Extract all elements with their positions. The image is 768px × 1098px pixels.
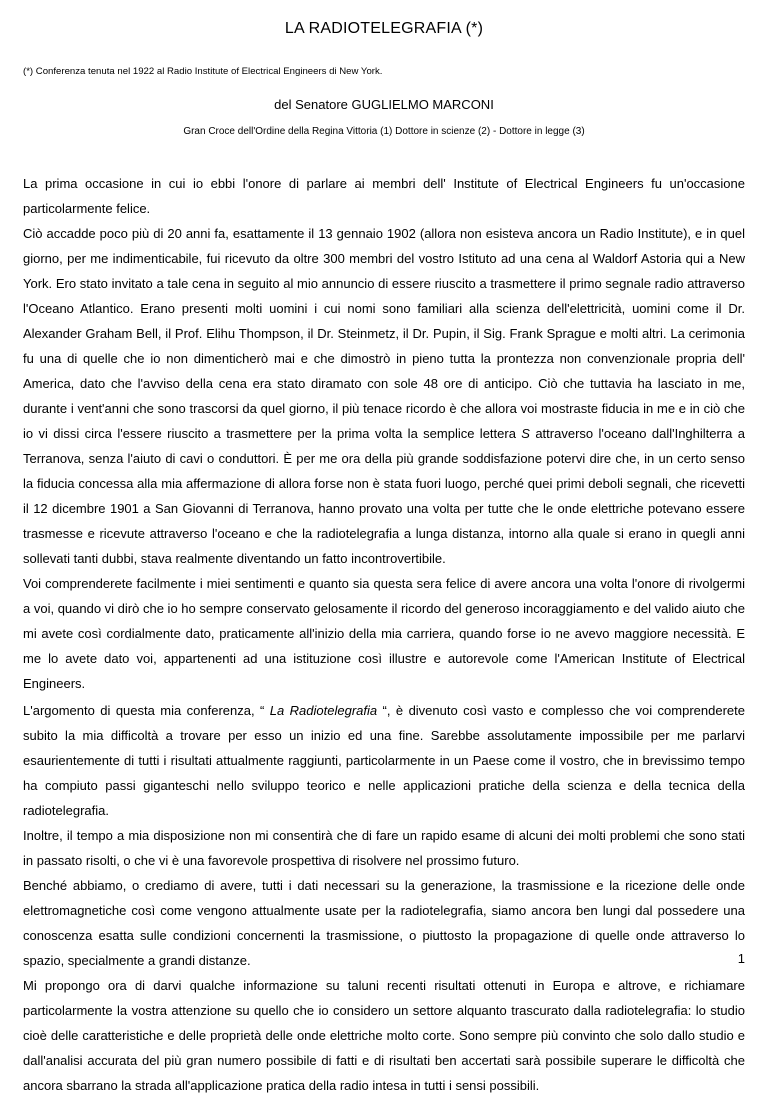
paragraph-4-part-a: L'argomento di questa mia conferenza, “ [23, 703, 270, 718]
paragraph-2-part-a: Ciò accadde poco più di 20 anni fa, esattamente il 13 gennaio 1902 (allora non esisteva ancora un Radio Institute), e in quel giorno, per me indimenticabile, fui ricevuto da oltre 300 membri del vostro Istituto ad una cena al Waldorf Astoria qui a New York. Ero stato invitato a tale cena in seguito al mio annuncio di essere riuscito a trasmettere il primo segnale radio attraverso l'Oceano Atlantico. Erano presenti molti uomini i cui nomi sono familiari alla scienza dell'elettricità, uomini come il Dr. Alexander Graham Bell, il Prof. Elihu Thompson, il Dr. Steinmetz, il Dr. Pupin, il Sig. Frank Sprague e molti altri. La cerimonia fu una di quelle che io non dimenticherò mai e che dimostrò in pieno tutta la prontezza non convenzionale propria dell' America, dato che l'avviso della cena era stato diramato con sole 48 ore di anticipo. Ciò che tuttavia ha lasciato in me, durante i vent'anni che sono trascorsi da quel giorno, il più tenace ricordo è che allora voi mostraste fiducia in me e in ciò che io vi dissi circa l'essere riuscito a trasmettere per la prima volta la semplice lettera [23, 226, 745, 441]
paragraph-4-emphasis: La Radiotelegrafia [269, 703, 378, 718]
body-text [23, 171, 745, 1098]
author-honors: Gran Croce dell'Ordine della Regina Vittoria (1) Dottore in scienze (2) - Dottore in legge (3) [183, 126, 585, 137]
paragraph-4-part-b: “, è divenuto così vasto e complesso che voi comprenderete subito la mia difficoltà a trovare per esso un inizio ed una fine. Sarebbe assolutamente impossibile per me parlarvi esaurientemente di tutti i risultati attualmente raggiunti, particolarmente in un Paese come il vostro, che in brevissimo tempo ha compiuto passi giganteschi nello sviluppo teorico e nelle applicazioni pratiche della scienza e della tecnica della radiotelegrafia. [23, 703, 745, 818]
paragraph-5: Inoltre, il tempo a mia disposizione non mi consentirà che di fare un rapido esame di alcuni dei molti problemi che sono stati in passato risolti, o che vi è una favorevole prospettiva di risolvere nel prossimo futuro. [23, 828, 745, 868]
footnote: (*) Conferenza tenuta nel 1922 al Radio Institute of Electrical Engineers di New York. [23, 66, 383, 77]
paragraph-6: Benché abbiamo, o crediamo di avere, tutti i dati necessari su la generazione, la trasmissione e la ricezione delle onde elettromagnetiche così come vengono attualmente usate per la radiotelegrafia, siamo ancora ben lungi dal possedere una conoscenza esatta sulle condizioni concernenti la trasmissione, o piuttosto la propagazione di quelle onde attraverso lo spazio, specialmente a grandi distanze. [23, 878, 745, 968]
document-title: LA RADIOTELEGRAFIA (*) [284, 20, 484, 37]
author-line: del Senatore GUGLIELMO MARCONI [274, 97, 494, 112]
paragraph-2 [23, 221, 745, 571]
paragraph-2-emphasis: S [521, 426, 530, 441]
paragraph-7: Mi propongo ora di darvi qualche informazione su taluni recenti risultati ottenuti in Europa e altrove, e richiamare particolarmente la vostra attenzione su quello che io considero un settore alquanto trascurato dalla radiotelegrafia: lo studio cioè delle caratteristiche e delle proprietà delle onde elettriche molto corte. Sono sempre più convinto che solo dallo studio e dall'analisi accurata del più gran numero possibile di fatti e di risultati ben accertati sarà possibile superare le difficoltà che ancora sbarrano la strada all'applicazione pratica della radio intesa in tutti i sensi possibili. [23, 978, 745, 1093]
page-number: 1 [737, 951, 745, 966]
document-page [23, 0, 745, 1093]
paragraph-1: La prima occasione in cui io ebbi l'onore di parlare ai membri dell' Institute of Electrical Engineers fu un'occasione particolarmente felice. [23, 176, 745, 216]
paragraph-2-part-b: attraverso l'oceano dall'Inghilterra a Terranova, senza l'aiuto di cavi o conduttori. È per me ora della più grande soddisfazione potervi dire che, in un certo senso la fiducia concessa alla mia affermazione di allora forse non è stata fuori luogo, perché quei primi deboli segnali, che ricevetti il 12 dicembre 1901 a San Giovanni di Terranova, hanno provato una volta per tutte che le onde elettriche potevano essere trasmesse e ricevute attraverso l'oceano e che la radiotelegrafia a lunga distanza, intorno alla quale si erano in quegli anni sollevati tanti dubbi, stava realmente diventando un fatto incontrovertibile. [23, 426, 745, 566]
paragraph-3: Voi comprenderete facilmente i miei sentimenti e quanto sia questa sera felice di avere ancora una volta l'onore di rivolgermi a voi, quando vi dirò che io ho sempre conservato gelosamente il ricordo del generoso incoraggiamento e del valido aiuto che mi avete così cordialmente dato, praticamente all'inizio della mia carriera, quando forse io ne avevo maggiore necessità. E me lo avete dato voi, appartenenti ad una istituzione così illustre e autorevole come l'American Institute of Electrical Engineers. [23, 576, 745, 691]
paragraph-4 [23, 698, 745, 823]
